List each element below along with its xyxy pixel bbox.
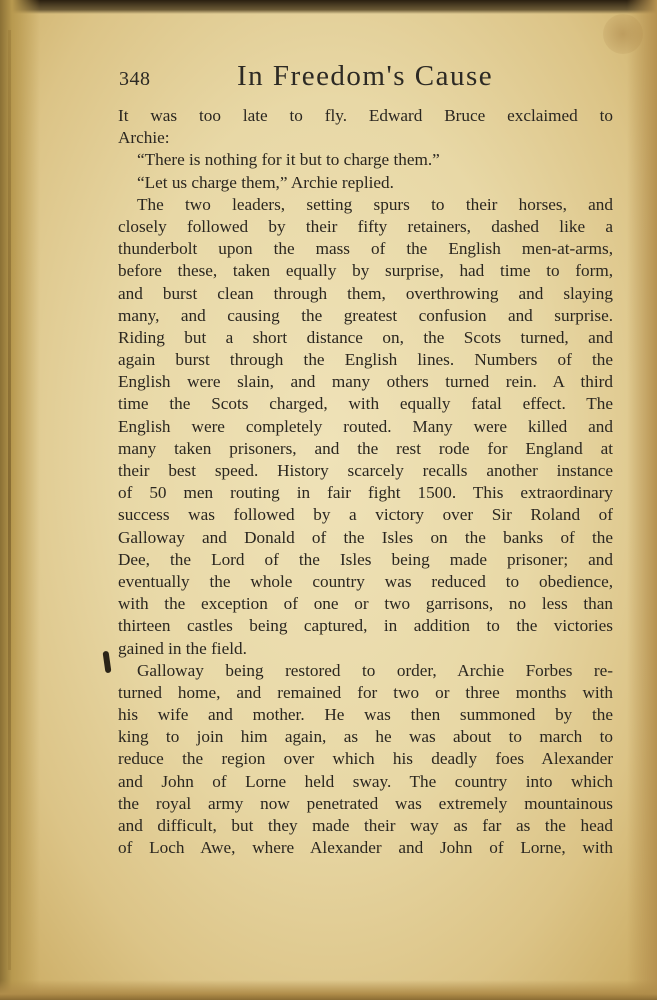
text-line: his wife and mother. He was then summoned by the — [118, 705, 613, 725]
page-bottom-edge — [0, 980, 657, 1000]
body-text — [118, 105, 613, 859]
text-line: Archie: — [118, 128, 170, 148]
text-line: many, and causing the greatest confusion and surprise. — [118, 305, 613, 325]
binding-shadow — [0, 0, 40, 1000]
running-head: In Freedom's Cause — [237, 60, 494, 92]
text-line: Dee, the Lord of the Isles being made prisoner; and — [118, 549, 613, 569]
text-line: closely followed by their fifty retainers, dashed like a — [118, 216, 613, 236]
text-line: reduce the region over which his deadly foes Alexander — [118, 749, 613, 769]
page-header — [119, 60, 614, 100]
text-line: gained in the field. — [118, 638, 247, 658]
text-line: The two leaders, setting spurs to their horses, and — [137, 194, 613, 214]
text-line: turned home, and remained for two or three months with — [118, 682, 613, 702]
paper-stain — [603, 14, 643, 54]
page-top-edge — [0, 0, 657, 14]
text-line: thirteen castles being captured, in addition to the victories — [118, 616, 613, 636]
text-line: Riding but a short distance on, the Scots turned, and — [118, 327, 613, 347]
text-line: king to join him again, as he was about to march to — [118, 727, 613, 747]
ink-mark — [102, 651, 111, 674]
text-line: time the Scots charged, with equally fatal effect. The — [118, 394, 613, 414]
page-number: 348 — [119, 68, 151, 90]
text-line: It was too late to fly. Edward Bruce exclaimed to — [118, 106, 613, 125]
text-line: and John of Lorne held sway. The country into which — [118, 771, 613, 791]
text-line: English were completely routed. Many were killed and — [118, 416, 613, 436]
text-line: before these, taken equally by surprise, had time to form, — [118, 261, 613, 281]
text-line: the royal army now penetrated was extremely mountainous — [118, 793, 613, 813]
text-line: Galloway being restored to order, Archie Forbes re- — [137, 660, 613, 680]
text-line: again burst through the English lines. Numbers of the — [118, 350, 613, 370]
binding-crease — [8, 30, 11, 970]
text-line: with the exception of one or two garrisons, no less than — [118, 594, 613, 614]
text-line: “Let us charge them,” Archie replied. — [137, 172, 394, 192]
text-line: thunderbolt upon the mass of the English men-at-arms, — [118, 239, 613, 259]
text-line: many taken prisoners, and the rest rode for England at — [118, 438, 613, 458]
page-right-edge — [627, 0, 657, 1000]
text-line: of 50 men routing in fair fight 1500. This extraordinary — [118, 483, 613, 503]
text-line: and difficult, but they made their way as far as the head — [118, 816, 613, 835]
text-line: English were slain, and many others turned rein. A third — [118, 372, 613, 392]
text-line: eventually the whole country was reduced to obedience, — [118, 571, 613, 591]
text-line: success was followed by a victory over Sir Roland of — [118, 505, 613, 525]
text-line: Galloway and Donald of the Isles on the banks of the — [118, 527, 613, 547]
text-line: and burst clean through them, overthrowing and slaying — [118, 283, 613, 303]
text-line: “There is nothing for it but to charge them.” — [137, 150, 440, 170]
text-line: of Loch Awe, where Alexander and John of Lorne, with — [118, 838, 613, 858]
text-line: their best speed. History scarcely recalls another instance — [118, 461, 613, 480]
